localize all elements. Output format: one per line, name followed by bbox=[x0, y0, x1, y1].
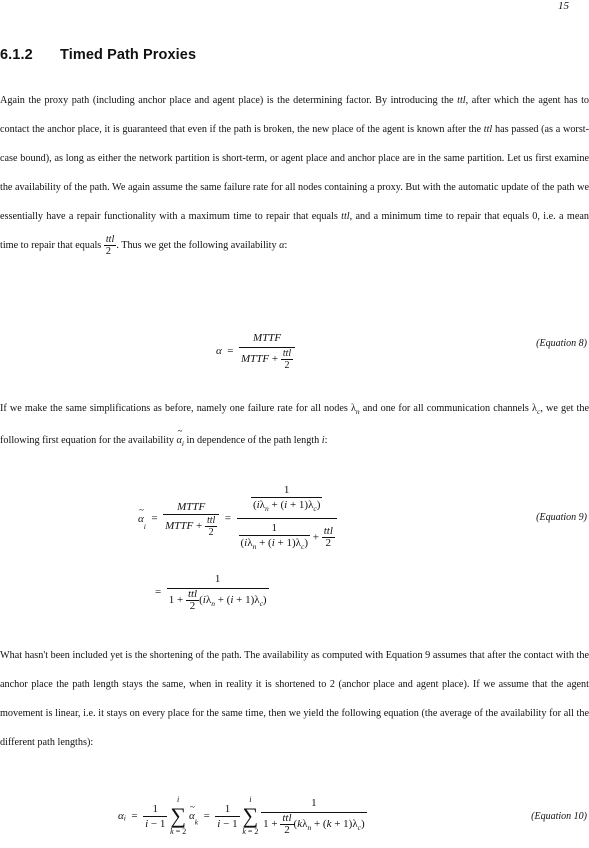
eq10-sum-a: i ∑ k = 2 bbox=[170, 795, 187, 836]
eq9-two: 2 bbox=[205, 526, 217, 538]
paragraph-1 bbox=[0, 86, 589, 260]
eq10-sum-a-top: i bbox=[177, 795, 180, 804]
eq8-den-mttf: MTTF bbox=[241, 353, 270, 366]
p1-text-d: , and a minimum time to repair that equals 0, i.e. a mean time to repair that equals bbox=[0, 211, 589, 251]
eq10-one-b: 1 bbox=[224, 802, 231, 815]
eq8-two: 2 bbox=[281, 359, 293, 371]
equation-10-label: (Equation 10) bbox=[531, 811, 587, 822]
alpha-i-sub: i bbox=[181, 439, 184, 448]
section-heading bbox=[0, 47, 196, 63]
paragraph-3: What hasn't been included yet is the shortening of the path. The availability as computed with Equation 9 assumes that after the contact with the anchor place the path length stays the same, when in reality it is shortened to 2 (anchor place and agent place). If we assume that the agent movement is linear, i.e. it stays on every place for the same time, then we yield the following equation (the average of the availability for all the different path lengths): bbox=[0, 650, 589, 748]
eq10-alpha-k-sub: k bbox=[194, 817, 199, 827]
equation-8-label: (Equation 8) bbox=[536, 338, 587, 349]
alpha-symbol: α bbox=[279, 240, 285, 251]
eq8-numerator: MTTF bbox=[253, 332, 282, 344]
p1-text-a: Again the proxy path (including anchor place and agent place) is the determining factor. By introducing the bbox=[0, 95, 458, 106]
p2-text-b: and one for all communication channels bbox=[359, 403, 533, 414]
lambda-c-sub: c bbox=[536, 407, 541, 416]
p1-text-e: . Thus we get the following availability bbox=[116, 240, 280, 251]
p2-path-length-i: i bbox=[321, 435, 325, 446]
equation-9-label: (Equation 9) bbox=[536, 512, 587, 523]
section-title: Timed Path Proxies bbox=[60, 47, 197, 63]
paragraph-2 bbox=[0, 394, 589, 458]
page-number: 15 bbox=[558, 0, 569, 12]
eq10-alpha-sub: i bbox=[123, 813, 126, 823]
p1-ttl-2: ttl bbox=[483, 124, 493, 135]
eq9-cont-one: 1 bbox=[214, 573, 221, 585]
lambda-c: λ bbox=[532, 403, 537, 414]
eq10-sum-b-bottom: k = 2 bbox=[242, 827, 259, 836]
eq9-den-mttf: MTTF bbox=[165, 519, 194, 532]
p1-text-f: : bbox=[284, 240, 288, 251]
eq9-fraction-1 bbox=[163, 500, 219, 538]
p1-ttl-3: ttl bbox=[341, 211, 350, 222]
eq8-alpha: α bbox=[216, 345, 222, 357]
equation-10: $\alpha_i$ = $\frac{1}{i - 1}$ i ∑ k = 2 ~ $\alpha_k$ = $\frac{1}{i - 1}$ i ∑ k = 2 1 1 + $\frac{\text{ttl}}{2}$ $(k\lambda_n + (k + 1)\lambda_c)$ bbox=[118, 795, 367, 837]
eq9-alpha-sub: i bbox=[143, 522, 146, 532]
eq9-inner-one-a: 1 bbox=[283, 484, 290, 496]
eq10-alpha-k: α bbox=[188, 810, 195, 822]
eq10-sum-b-top: i bbox=[249, 795, 252, 804]
frac-den: 2 bbox=[104, 245, 117, 257]
eq9-inner-den-b: $(i\lambda_n + (i + 1)\lambda_c)$ bbox=[239, 535, 310, 554]
eq9-ttl: ttl bbox=[206, 514, 216, 526]
p2-text-c: , we get the following first equation for the availability bbox=[0, 403, 589, 446]
eq9-alpha: α bbox=[138, 512, 144, 525]
eq9-cont-fraction bbox=[167, 572, 269, 612]
eq8-fraction bbox=[239, 331, 295, 371]
eq10-den-c: 1 + $\frac{\text{ttl}}{2}$ $(k\lambda_n + (k + 1)\lambda_c)$ bbox=[263, 812, 365, 836]
p1-text-c: has passed (as a worst-case bound), as long as either the network partition is short-term, or agent place and anchor place are in the same partition. Let us first examine the availability of the path. We again assume the same failure rate for all nodes containing a proxy. But with the automatic update of the path we essentially have a repair functionality with a maximum time to repair that equals bbox=[0, 124, 589, 222]
eq9-inner-den-a: $(i\lambda_n + (i + 1)\lambda_c)$ bbox=[251, 497, 322, 516]
lambda-n: λ bbox=[350, 403, 356, 414]
eq10-den-b: i − 1 bbox=[217, 817, 238, 830]
eq10-frac-b bbox=[215, 802, 239, 831]
eq10-frac-a bbox=[143, 802, 167, 831]
alpha-i-symbol: α bbox=[176, 435, 182, 446]
eq8-ttl: ttl bbox=[282, 348, 292, 359]
eq10-one-a: 1 bbox=[152, 802, 158, 815]
section-number: 6.1.2 bbox=[0, 47, 33, 63]
eq9-cont-den: 1 + $\frac{\text{ttl}}{2}$ $(i\lambda_n + (i + 1)\lambda_c)$ bbox=[168, 588, 267, 612]
inline-fraction-ttl-over-2 bbox=[104, 234, 117, 257]
p2-text-d: in dependence of the path length bbox=[184, 435, 322, 446]
eq10-den-a: i − 1 bbox=[145, 817, 166, 830]
eq9-fraction-2: $\frac{1}{(i\lambda_n + (i + 1)\lambda_c)}$ $\frac{1}{(i\lambda_n + (i + 1)\lambda_c)}$ + $\frac{\text{ttl}}{2}$ bbox=[237, 483, 337, 554]
p1-text-b: , after which the agent has to contact the anchor place, it is guaranteed that even if the path is broken, the new place of the agent is known after the bbox=[0, 95, 589, 135]
eq10-one-c: 1 bbox=[311, 797, 317, 809]
p2-text-a: If we make the same simplifications as before, namely one failure rate for all nodes bbox=[0, 403, 351, 414]
equation-9-continued: = 1 1 + $\frac{\text{ttl}}{2}$ $(i\lambda_n + (i + 1)\lambda_c)$ bbox=[155, 573, 267, 612]
frac-num: ttl bbox=[105, 234, 115, 246]
p2-text-e: : bbox=[324, 435, 328, 446]
eq9-inner-one-b: 1 bbox=[271, 522, 277, 534]
equation-9: ~ $\alpha_i$ = MTTF MTTF + $\frac{\text{ttl}}{2}$ = $\frac{1}{(i\lambda_n + (i + 1)\lambda_c)}$ $\frac{1}{(i\lambda_n + (i + 1)\lambda_c)}$ + $\frac{\text{ttl}}{2}$ bbox=[138, 483, 337, 554]
equation-8: α = MTTF MTTF + $\frac{\text{ttl}}{2}$ bbox=[216, 331, 295, 371]
eq10-sum-a-bottom: k = 2 bbox=[170, 827, 187, 836]
eq8-denominator: MTTF + $\frac{\text{ttl}}{2}$ bbox=[239, 347, 295, 371]
eq9-denominator: MTTF + $\frac{\text{ttl}}{2}$ bbox=[163, 514, 219, 538]
lambda-n-sub: n bbox=[355, 407, 360, 416]
eq9-numerator: MTTF bbox=[177, 500, 206, 513]
eq9-ttl-b: ttl bbox=[323, 525, 333, 537]
eq9-two-b: 2 bbox=[322, 537, 335, 549]
p1-ttl-1: ttl bbox=[457, 95, 466, 106]
eq10-sum-b: i ∑ k = 2 bbox=[242, 795, 259, 836]
eq10-alpha: α bbox=[118, 810, 124, 822]
eq10-frac-c bbox=[261, 796, 367, 836]
